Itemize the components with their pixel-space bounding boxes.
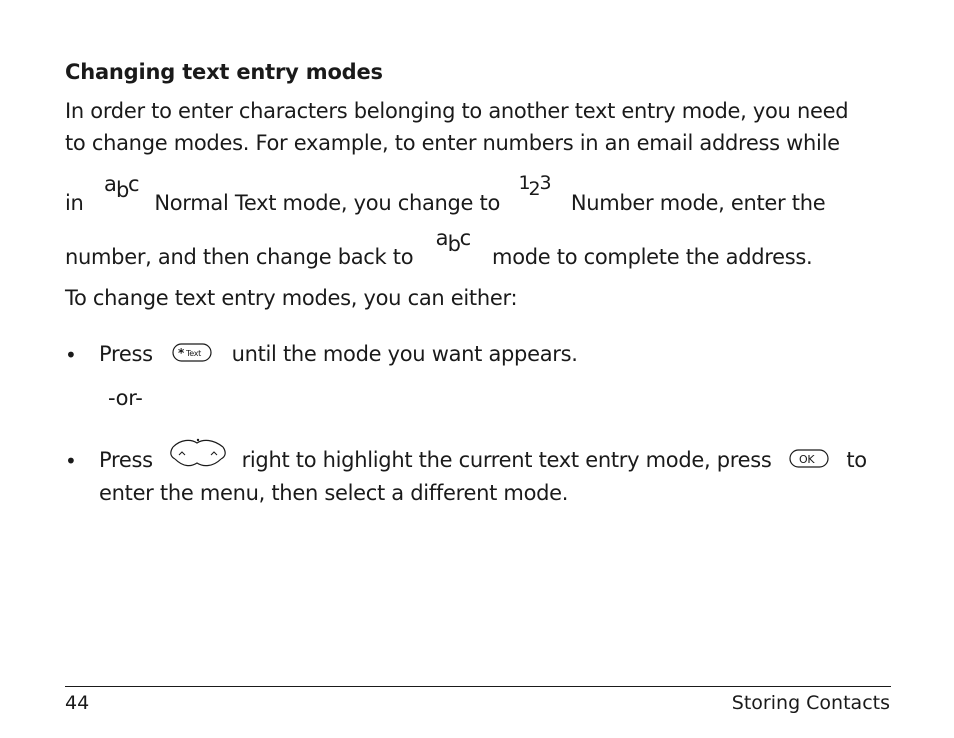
text-fragment: number, and then change back to (65, 245, 414, 269)
abc-mode-icon: a b c (103, 172, 140, 202)
section-title: Storing Contacts (731, 692, 890, 714)
paragraph-line-3 (65, 172, 826, 215)
star-key-label: Text (186, 349, 202, 358)
section-heading: Changing text entry modes (65, 60, 383, 84)
bullet-marker: • (65, 449, 77, 473)
bullet-item-1 (99, 342, 578, 366)
text-fragment: Number mode, enter the (570, 191, 826, 215)
ok-key-icon (788, 448, 832, 470)
paragraph-line-2: to change modes. For example, to enter numbers in an email address while (65, 131, 840, 155)
text-fragment: to (846, 448, 867, 472)
paragraph-line-1: In order to enter characters belonging to another text entry mode, you need (65, 99, 849, 123)
ok-key-label: OK (798, 453, 815, 466)
text-fragment: Press (99, 448, 153, 472)
text-fragment: Press (99, 342, 153, 366)
page-number: 44 (65, 692, 90, 714)
or-separator: -or- (108, 386, 143, 410)
paragraph-2: To change text entry modes, you can either: (65, 286, 518, 310)
text-fragment: Normal Text mode, you change to (154, 191, 501, 215)
svg-text:*: * (178, 346, 185, 360)
navigation-key-icon (167, 437, 229, 471)
paragraph-line-4 (65, 226, 813, 269)
number-mode-icon: 1 2 3 (518, 172, 552, 200)
bullet-marker: • (65, 343, 77, 367)
footer-divider (65, 686, 891, 687)
abc-mode-icon: a b c (435, 226, 471, 256)
bullet-item-2 (99, 448, 867, 472)
text-fragment: until the mode you want appears. (231, 342, 578, 366)
bullet-item-2-continued: enter the menu, then select a different mode. (99, 481, 569, 505)
text-fragment: mode to complete the address. (492, 245, 813, 269)
star-text-key-icon (171, 342, 215, 364)
text-fragment: in (65, 191, 84, 215)
text-fragment: right to highlight the current text entry mode, press (241, 448, 772, 472)
